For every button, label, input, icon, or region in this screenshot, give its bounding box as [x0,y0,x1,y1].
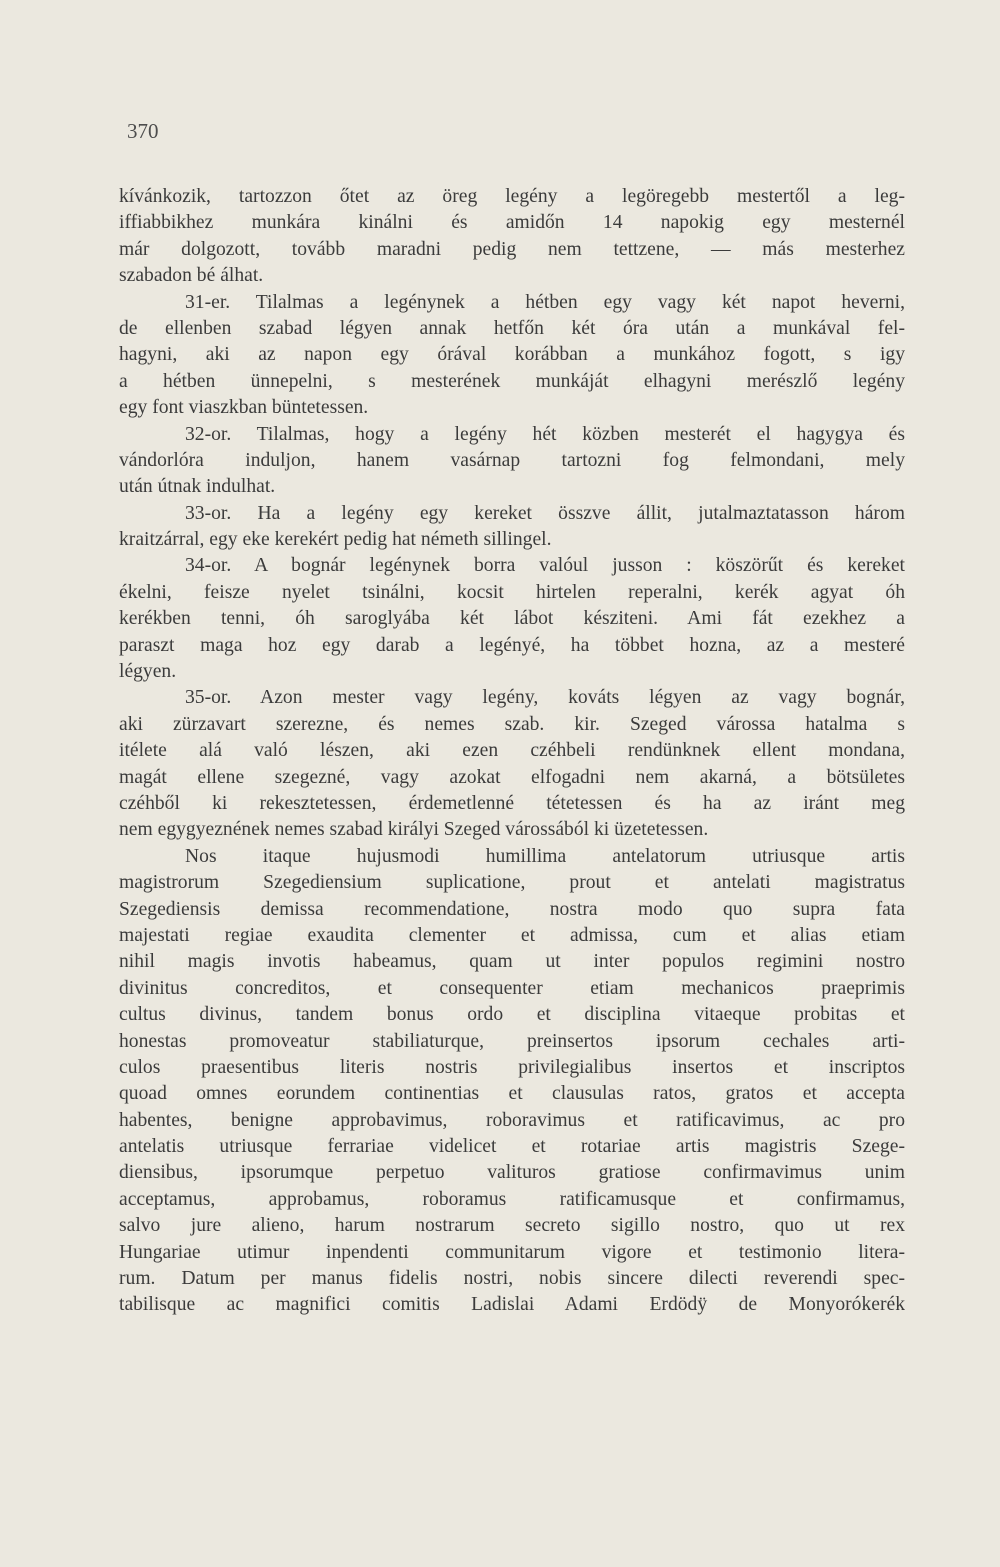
text-line: majestati regiae exaudita clementer et admissa, cum et alias etiam [119,924,905,946]
text-line: 32-or. Tilalmas, hogy a legény hét közben mesterét el hagygya és [185,423,905,445]
text-line: 34-or. A bognár legénynek borra valóul jusson : köszörűt és kereket [185,555,905,577]
page-number: 370 [127,119,159,143]
text-line: után útnak indulhat. [119,476,276,498]
text-line: Hungariae utimur inpendenti communitarum vigore et testimonio litera- [119,1241,905,1263]
text-line: kraitzárral, egy eke kerekért pedig hat németh sillingel. [119,529,552,551]
text-line: egy font viaszkban büntetessen. [119,397,369,419]
body-text [119,184,905,1319]
text-line: rum. Datum per manus fidelis nostri, nobis sincere dilecti reverendi spec- [119,1268,905,1290]
text-line: kívánkozik, tartozzon őtet az öreg legény a legöregebb mestertől a leg- [119,186,905,207]
text-line: Szegediensis demissa recommendatione, nostra modo quo supra fata [119,898,905,920]
text-line: hagyni, aki az napon egy órával korábban a munkához fogott, s igy [119,344,905,366]
text-line: Nos itaque hujusmodi humillima antelatorum utriusque artis [185,845,905,867]
text-line: 35-or. Azon mester vagy legény, kováts légyen az vagy bognár, [185,687,905,709]
text-line: szabadon bé álhat. [119,265,264,287]
text-line: már dolgozott, tovább maradni pedig nem tettzene, — más mesterhez [119,238,905,260]
text-line: tabilisque ac magnifici comitis Ladislai Adami Erdödÿ de Monyorókerék [119,1294,905,1316]
text-line: de ellenben szabad légyen annak hetfőn két óra után a munkával fel- [119,317,905,339]
text-line: cultus divinus, tandem bonus ordo et disciplina vitaeque probitas et [119,1004,905,1026]
text-line: légyen. [119,661,177,683]
text-line: acceptamus, approbamus, roboramus ratificamusque et confirmamus, [119,1188,905,1210]
text-line: quoad omnes eorundem continentias et clausulas ratos, gratos et accepta [119,1083,905,1105]
text-line: diensibus, ipsorumque perpetuo valituros gratiose confirmavimus unim [119,1162,905,1184]
text-line: magát ellene szegezné, vagy azokat elfogadni nem akarná, a bötsületes [119,766,905,788]
text-line: nihil magis invotis habeamus, quam ut inter populos regimini nostro [119,951,905,973]
text-line: kerékben tenni, óh saroglyába két lábot késziteni. Ami fát ezekhez a [119,608,905,630]
text-line: aki zürzavart szerezne, és nemes szab. kir. Szeged várossa hatalma s [119,713,905,735]
text-line: itélete alá való lészen, aki ezen czéhbeli rendünknek ellent mondana, [119,740,905,762]
text-line: ékelni, feisze nyelet tsinálni, kocsit hirtelen reperalni, kerék agyat óh [119,581,905,603]
text-line: a hétben ünnepelni, s mesterének munkáját elhagyni merészlő legény [119,370,905,392]
text-line: nem egygyeznének nemes szabad királyi Szeged várossából ki üzetetessen. [119,819,709,841]
text-line: czéhből ki rekesztetessen, érdemetlenné tétetessen és ha az iránt meg [119,792,905,814]
text-line: 33-or. Ha a legény egy kereket összve állit, jutalmaztatasson három [185,502,905,524]
text-line: iffiabbikhez munkára kinálni és amidőn 14 napokig egy mesternél [119,212,905,234]
text-line: culos praesentibus literis nostris privilegialibus insertos et inscriptos [119,1056,905,1078]
text-line: magistrorum Szegediensium suplicatione, prout et antelati magistratus [119,872,905,894]
text-line: divinitus concreditos, et consequenter etiam mechanicos praeprimis [119,977,905,999]
text-line: habentes, benigne approbavimus, roboravimus et ratificavimus, ac pro [119,1109,905,1131]
text-line: vándorlóra induljon, hanem vasárnap tartozni fog felmondani, mely [119,449,905,471]
text-line: antelatis utriusque ferrariae videlicet et rotariae artis magistris Szege- [119,1136,905,1158]
text-line: honestas promoveatur stabiliaturque, preinsertos ipsorum cechales arti- [119,1030,905,1052]
text-line: 31-er. Tilalmas a legénynek a hétben egy vagy két napot heverni, [185,291,905,313]
text-line: paraszt maga hoz egy darab a legényé, ha többet hozna, az a mesteré [119,634,905,656]
text-line: salvo jure alieno, harum nostrarum secreto sigillo nostro, quo ut rex [119,1215,905,1237]
